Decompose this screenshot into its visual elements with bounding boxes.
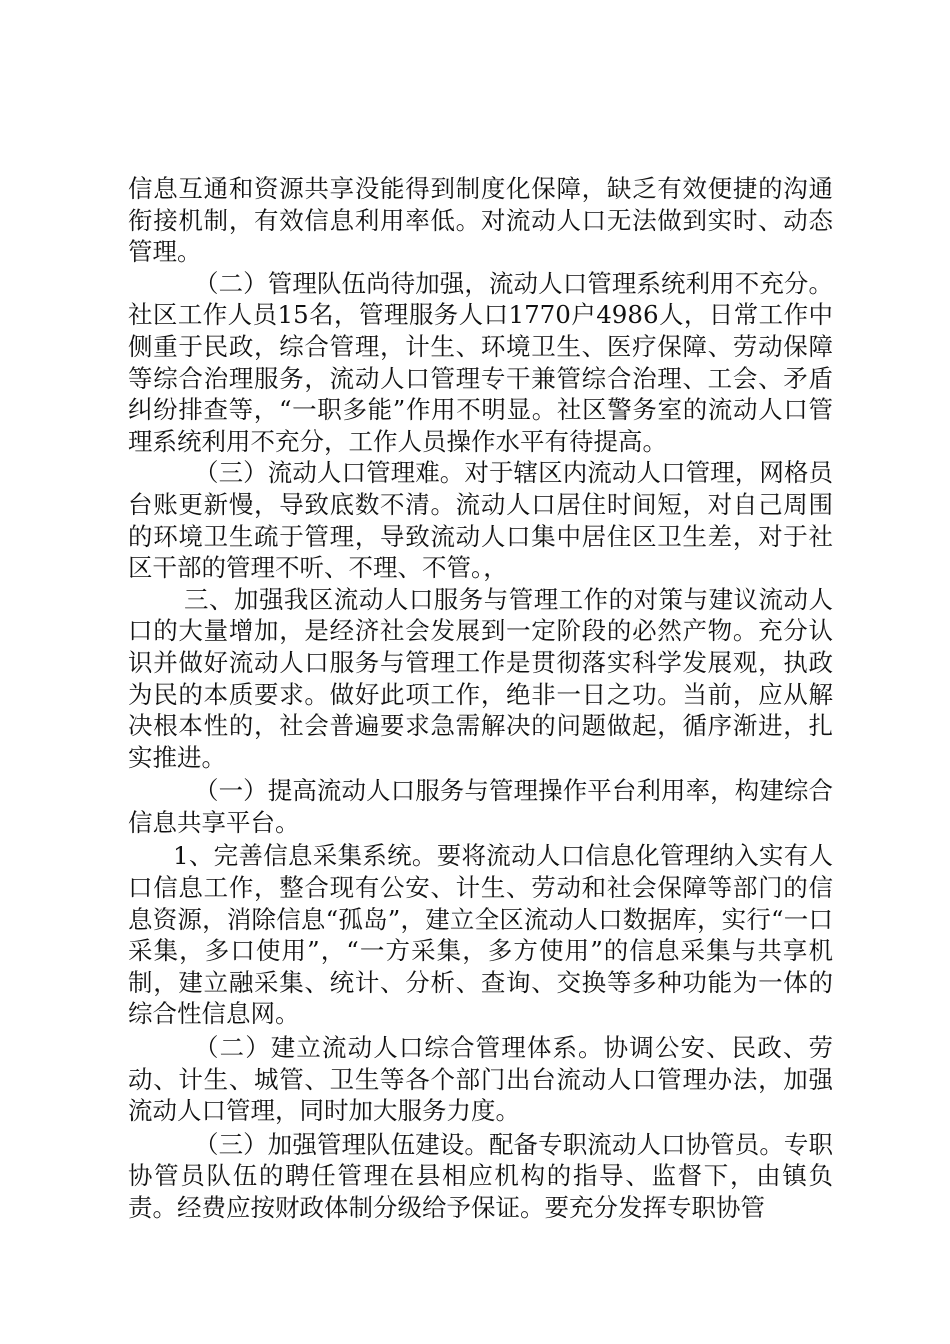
paragraph-section-three: 三、加强我区流动人口服务与管理工作的对策与建议流动人口的大量增加，是经济社会发展到一定阶段的必然产物。充分认识并做好流动人口服务与管理工作是贯彻落实科学发展观，执政为民的本质要求。做好此项工作，绝非一日之功。当前，应从解决根本性的，社会普遍要求急需解决的问题做起，循序渐进，扎实推进。 <box>128 584 833 772</box>
paragraph-management-difficult: （三）流动人口管理难。对于辖区内流动人口管理，网格员台账更新慢，导致底数不清。流动人口居住时间短，对自己周围的环境卫生疏于管理，导致流动人口集中居住区卫生差，对于社区干部的管理不听、不理、不管。， <box>128 458 833 583</box>
paragraph-platform: （一）提高流动人口服务与管理操作平台利用率，构建综合信息共享平台。 <box>128 776 833 837</box>
paragraph-management-system: （二）建立流动人口综合管理体系。协调公安、民政、劳动、计生、城管、卫生等各个部门出台流动人口管理办法，加强流动人口管理，同时加大服务力度。 <box>128 1033 833 1126</box>
document-body <box>128 173 833 1224</box>
paragraph-info-collection: 1、完善信息采集系统。要将流动人口信息化管理纳入实有人口信息工作，整合现有公安、计生、劳动和社会保障等部门的信息资源，消除信息“孤岛”，建立全区流动人口数据库，实行“一口采集，多口使用”，“一方采集，多方使用”的信息采集与共享机制，建立融采集、统计、分析、查询、交换等多种功能为一体的综合性信息网。 <box>128 841 833 1029</box>
paragraph-info-sharing: 信息互通和资源共享没能得到制度化保障，缺乏有效便捷的沟通衔接机制，有效信息利用率低。对流动人口无法做到实时、动态管理。 <box>128 174 833 267</box>
paragraph-team-weak: （二）管理队伍尚待加强，流动人口管理系统利用不充分。社区工作人员15名，管理服务人口1770户4986人，日常工作中侧重于民政，综合管理，计生、环境卫生、医疗保障、劳动保障等综合治理服务，流动人口管理专干兼管综合治理、工会、矛盾纠纷排查等，“一职多能”作用不明显。社区警务室的流动人口管理系统利用不充分，工作人员操作水平有待提高。 <box>128 268 833 456</box>
paragraph-team-building: （三）加强管理队伍建设。配备专职流动人口协管员。专职协管员队伍的聘任管理在县相应机构的指导、监督下，由镇负责。经费应按财政体制分级给予保证。要充分发挥专职协管 <box>128 1129 833 1222</box>
